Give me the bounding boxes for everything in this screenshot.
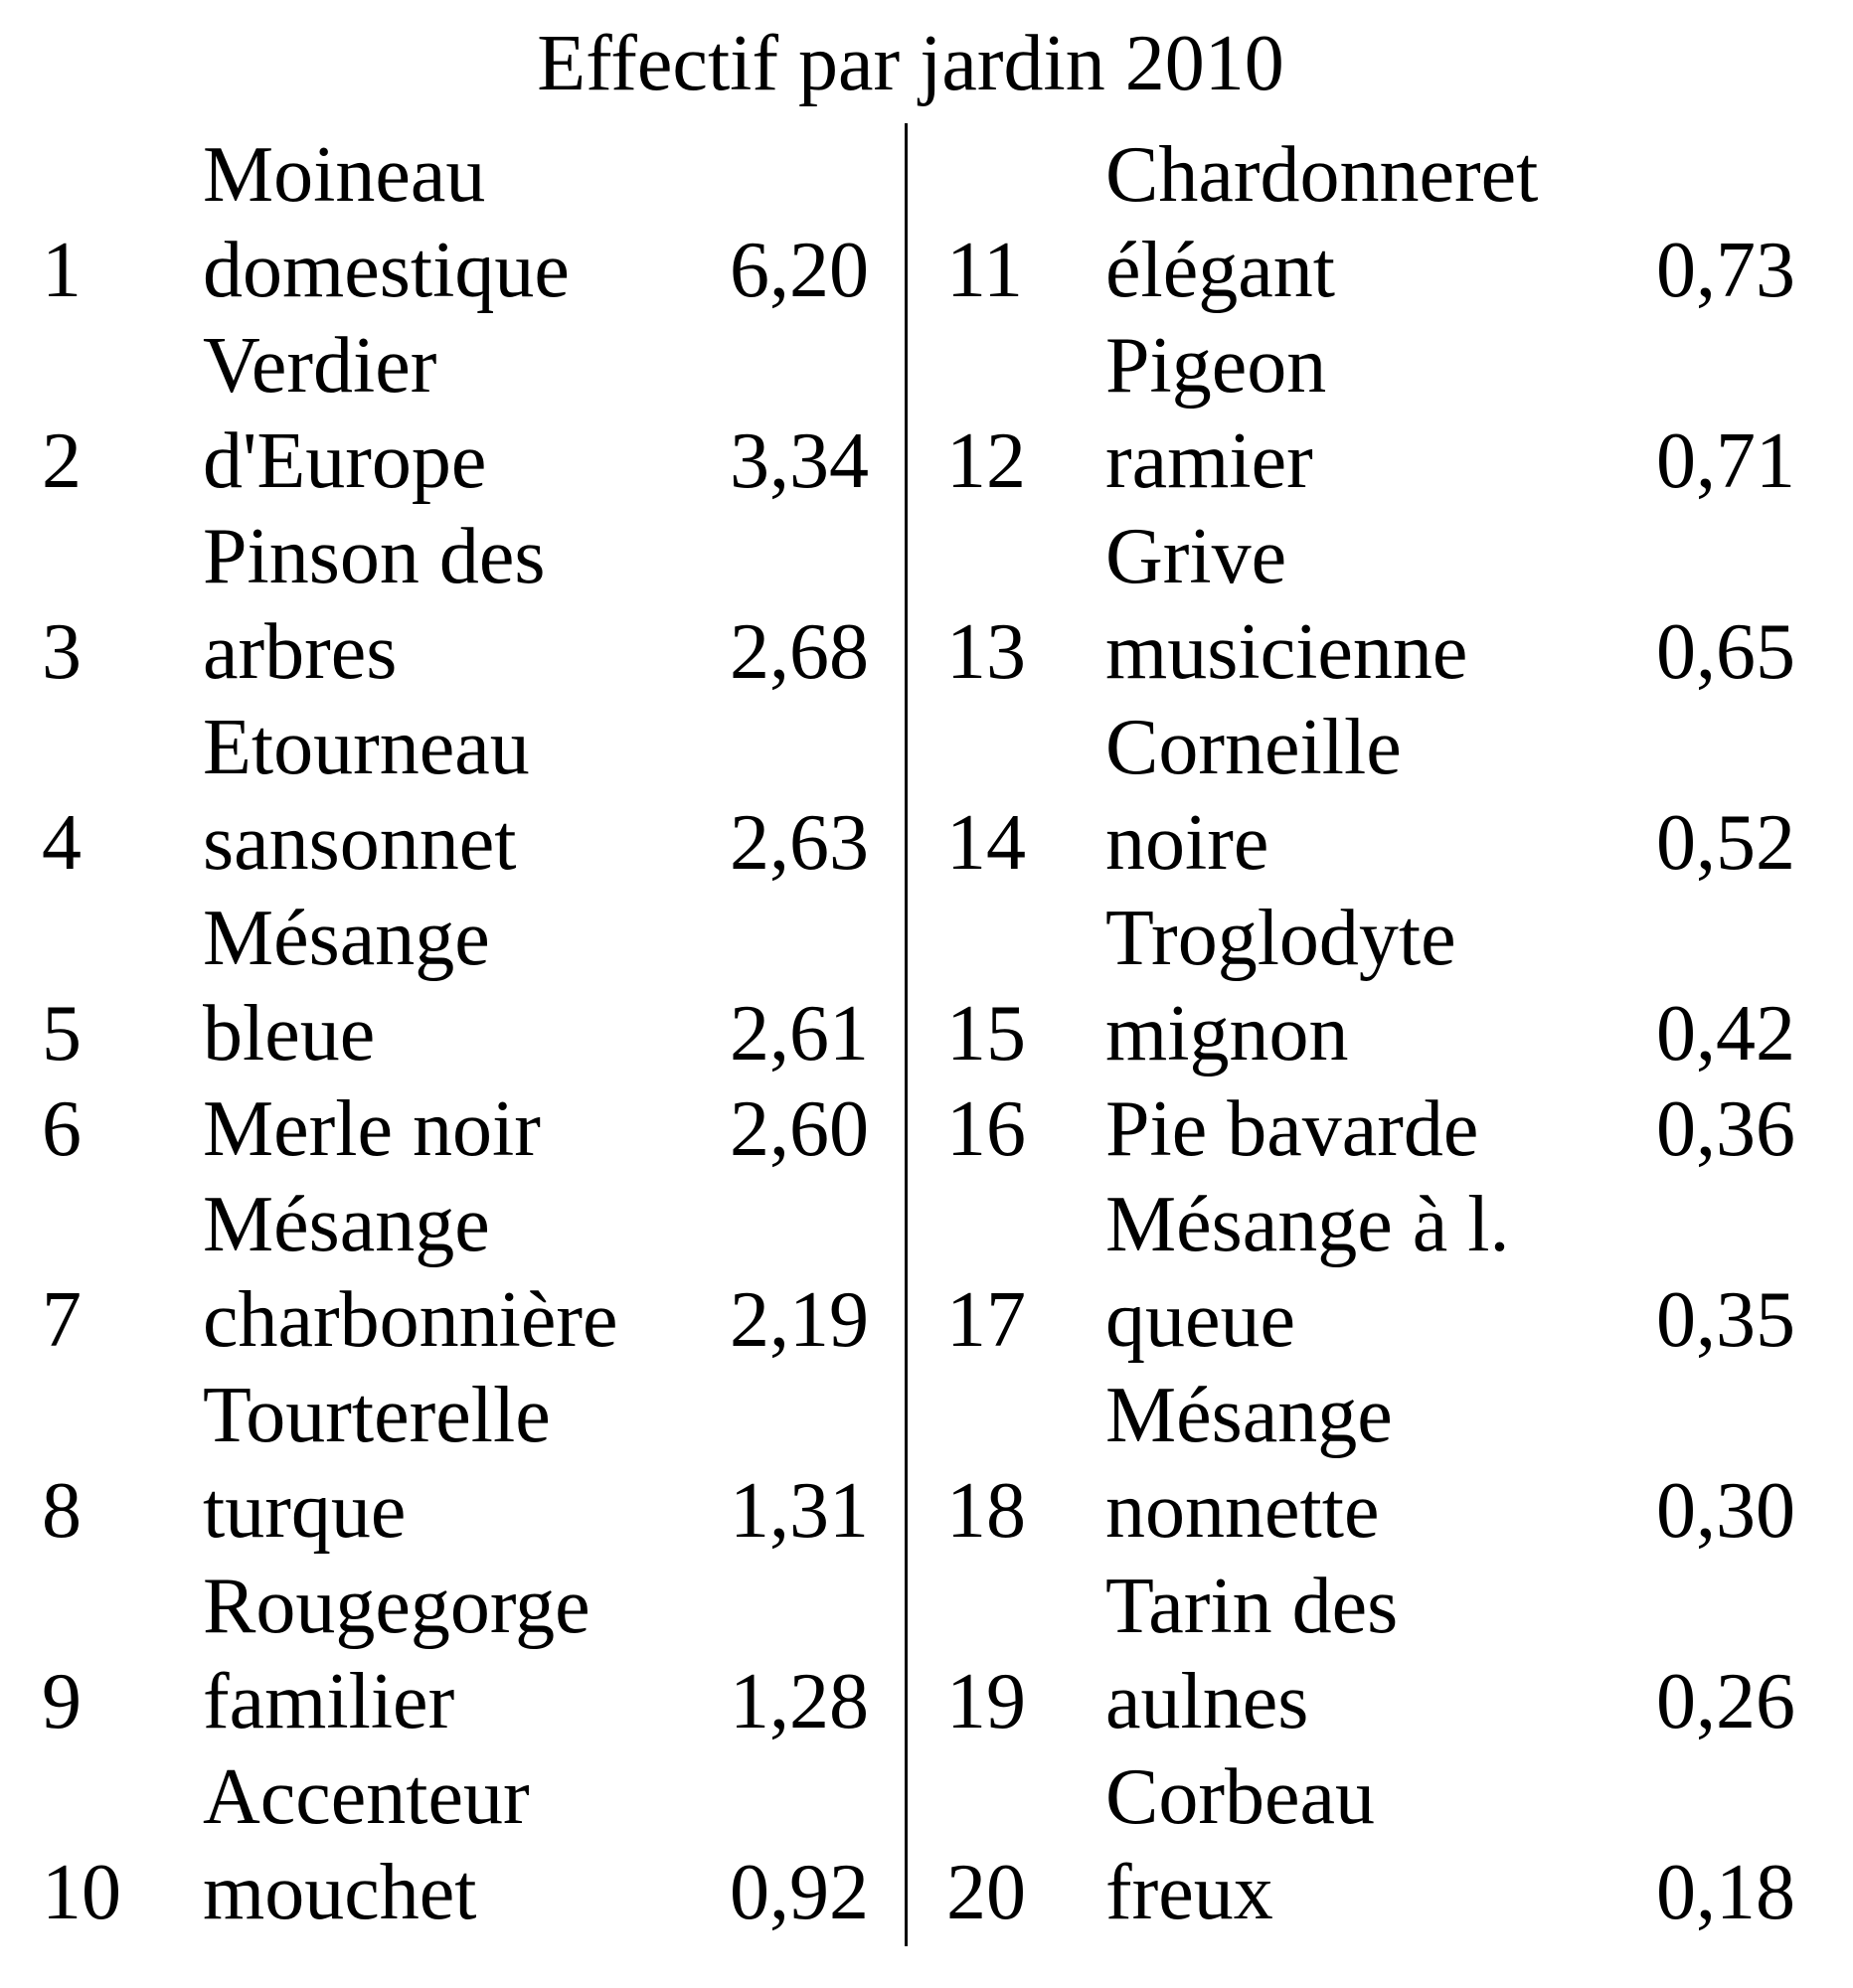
ranking-row — [925, 1368, 1819, 1559]
ranking-row — [925, 1559, 1819, 1749]
ranking-row — [925, 127, 1819, 318]
species-name-line: aulnes — [1105, 1658, 1309, 1745]
ranking-row — [0, 1749, 895, 1940]
species-name-line: Etourneau — [203, 704, 530, 791]
species-name-line: Verdier — [203, 322, 437, 410]
species-name-line: Mésange — [1105, 1372, 1393, 1459]
species-name — [203, 509, 720, 700]
count-value: 0,73 — [1656, 227, 1795, 314]
rank-number: 14 — [946, 799, 1026, 887]
species-name — [1105, 1177, 1622, 1368]
count-value: 6,20 — [730, 227, 869, 314]
ranking-row — [925, 891, 1819, 1081]
rank-number: 8 — [42, 1467, 82, 1555]
species-name-line: Pigeon — [1105, 322, 1327, 410]
species-name-line: Tourterelle — [203, 1372, 551, 1459]
ranking-row — [925, 1749, 1819, 1940]
left-column — [0, 127, 895, 1940]
count-value: 1,28 — [730, 1658, 869, 1745]
species-name-line: Tarin des — [1105, 1563, 1399, 1650]
ranking-row — [0, 891, 895, 1081]
rank-number: 11 — [946, 227, 1024, 314]
page-title: Effectif par jardin 2010 — [537, 20, 1284, 107]
ranking-row — [0, 1177, 895, 1368]
species-name-line: Troglodyte — [1105, 895, 1456, 982]
species-name-line: sansonnet — [203, 799, 517, 887]
count-value: 0,30 — [1656, 1467, 1795, 1555]
species-name-line: Merle noir — [203, 1085, 541, 1173]
count-value: 2,63 — [730, 799, 869, 887]
species-name-line: mignon — [1105, 990, 1349, 1077]
species-name-line: Mésange à l. — [1105, 1181, 1510, 1268]
ranking-row — [0, 1081, 895, 1177]
species-name-line: Accenteur — [203, 1753, 530, 1841]
species-name-line: Mésange — [203, 1181, 490, 1268]
ranking-row — [0, 1559, 895, 1749]
species-name — [1105, 891, 1622, 1081]
count-value: 0,52 — [1656, 799, 1795, 887]
rank-number: 5 — [42, 990, 82, 1077]
count-value: 3,34 — [730, 417, 869, 505]
count-value: 2,61 — [730, 990, 869, 1077]
species-name — [203, 1368, 720, 1559]
ranking-row — [0, 509, 895, 700]
species-name-line: Moineau — [203, 131, 486, 219]
count-value: 1,31 — [730, 1467, 869, 1555]
ranking-row — [925, 1177, 1819, 1368]
rank-number: 20 — [946, 1849, 1026, 1936]
rank-number: 7 — [42, 1276, 82, 1364]
rank-number: 17 — [946, 1276, 1026, 1364]
species-name-line: queue — [1105, 1276, 1296, 1364]
species-name-line: Mésange — [203, 895, 490, 982]
rank-number: 1 — [42, 227, 82, 314]
ranking-row — [0, 318, 895, 509]
count-value: 0,26 — [1656, 1658, 1795, 1745]
rank-number: 4 — [42, 799, 82, 887]
species-name-line: élégant — [1105, 227, 1335, 314]
count-value: 2,60 — [730, 1085, 869, 1173]
count-value: 0,92 — [730, 1849, 869, 1936]
rank-number: 19 — [946, 1658, 1026, 1745]
species-name-line: Corneille — [1105, 704, 1402, 791]
species-name — [203, 127, 720, 318]
rank-number: 16 — [946, 1085, 1026, 1173]
species-name — [203, 891, 720, 1081]
rank-number: 18 — [946, 1467, 1026, 1555]
rank-number: 15 — [946, 990, 1026, 1077]
column-divider — [905, 123, 908, 1946]
species-name-line: d'Europe — [203, 417, 487, 505]
count-value: 0,36 — [1656, 1085, 1795, 1173]
species-name — [1105, 700, 1622, 891]
species-name — [1105, 509, 1622, 700]
species-name-line: noire — [1105, 799, 1269, 887]
rank-number: 6 — [42, 1085, 82, 1173]
rank-number: 9 — [42, 1658, 82, 1745]
species-name-line: Chardonneret — [1105, 131, 1539, 219]
count-value: 0,42 — [1656, 990, 1795, 1077]
species-name-line: freux — [1105, 1849, 1273, 1936]
ranking-row — [0, 127, 895, 318]
count-value: 0,35 — [1656, 1276, 1795, 1364]
ranking-row — [925, 1081, 1819, 1177]
species-name-line: Grive — [1105, 513, 1287, 600]
species-name-line: nonnette — [1105, 1467, 1380, 1555]
rank-number: 3 — [42, 608, 82, 696]
species-name-line: bleue — [203, 990, 376, 1077]
species-name — [1105, 127, 1622, 318]
species-name-line: Pinson des — [203, 513, 546, 600]
species-name-line: charbonnière — [203, 1276, 618, 1364]
species-name — [1105, 1081, 1622, 1177]
ranking-row — [925, 700, 1819, 891]
count-value: 0,18 — [1656, 1849, 1795, 1936]
count-value: 2,19 — [730, 1276, 869, 1364]
species-name — [203, 700, 720, 891]
species-name — [1105, 318, 1622, 509]
species-name-line: Corbeau — [1105, 1753, 1376, 1841]
species-name-line: ramier — [1105, 417, 1313, 505]
count-value: 2,68 — [730, 608, 869, 696]
species-name — [203, 1081, 720, 1177]
count-value: 0,65 — [1656, 608, 1795, 696]
ranking-row — [0, 700, 895, 891]
species-name — [203, 1177, 720, 1368]
rank-number: 10 — [42, 1849, 121, 1936]
species-name — [203, 318, 720, 509]
rank-number: 12 — [946, 417, 1026, 505]
species-name — [1105, 1559, 1622, 1749]
species-name-line: turque — [203, 1467, 407, 1555]
species-name-line: Rougegorge — [203, 1563, 590, 1650]
species-name-line: domestique — [203, 227, 570, 314]
ranking-row — [925, 509, 1819, 700]
species-name-line: musicienne — [1105, 608, 1468, 696]
rank-number: 13 — [946, 608, 1026, 696]
species-name-line: mouchet — [203, 1849, 477, 1936]
rank-number: 2 — [42, 417, 82, 505]
species-name-line: arbres — [203, 608, 398, 696]
species-name — [1105, 1749, 1622, 1940]
ranking-row — [0, 1368, 895, 1559]
species-name-line: familier — [203, 1658, 455, 1745]
species-name — [1105, 1368, 1622, 1559]
species-name — [203, 1749, 720, 1940]
species-name-line: Pie bavarde — [1105, 1085, 1479, 1173]
count-value: 0,71 — [1656, 417, 1795, 505]
right-column — [925, 127, 1819, 1940]
ranking-row — [925, 318, 1819, 509]
species-name — [203, 1559, 720, 1749]
